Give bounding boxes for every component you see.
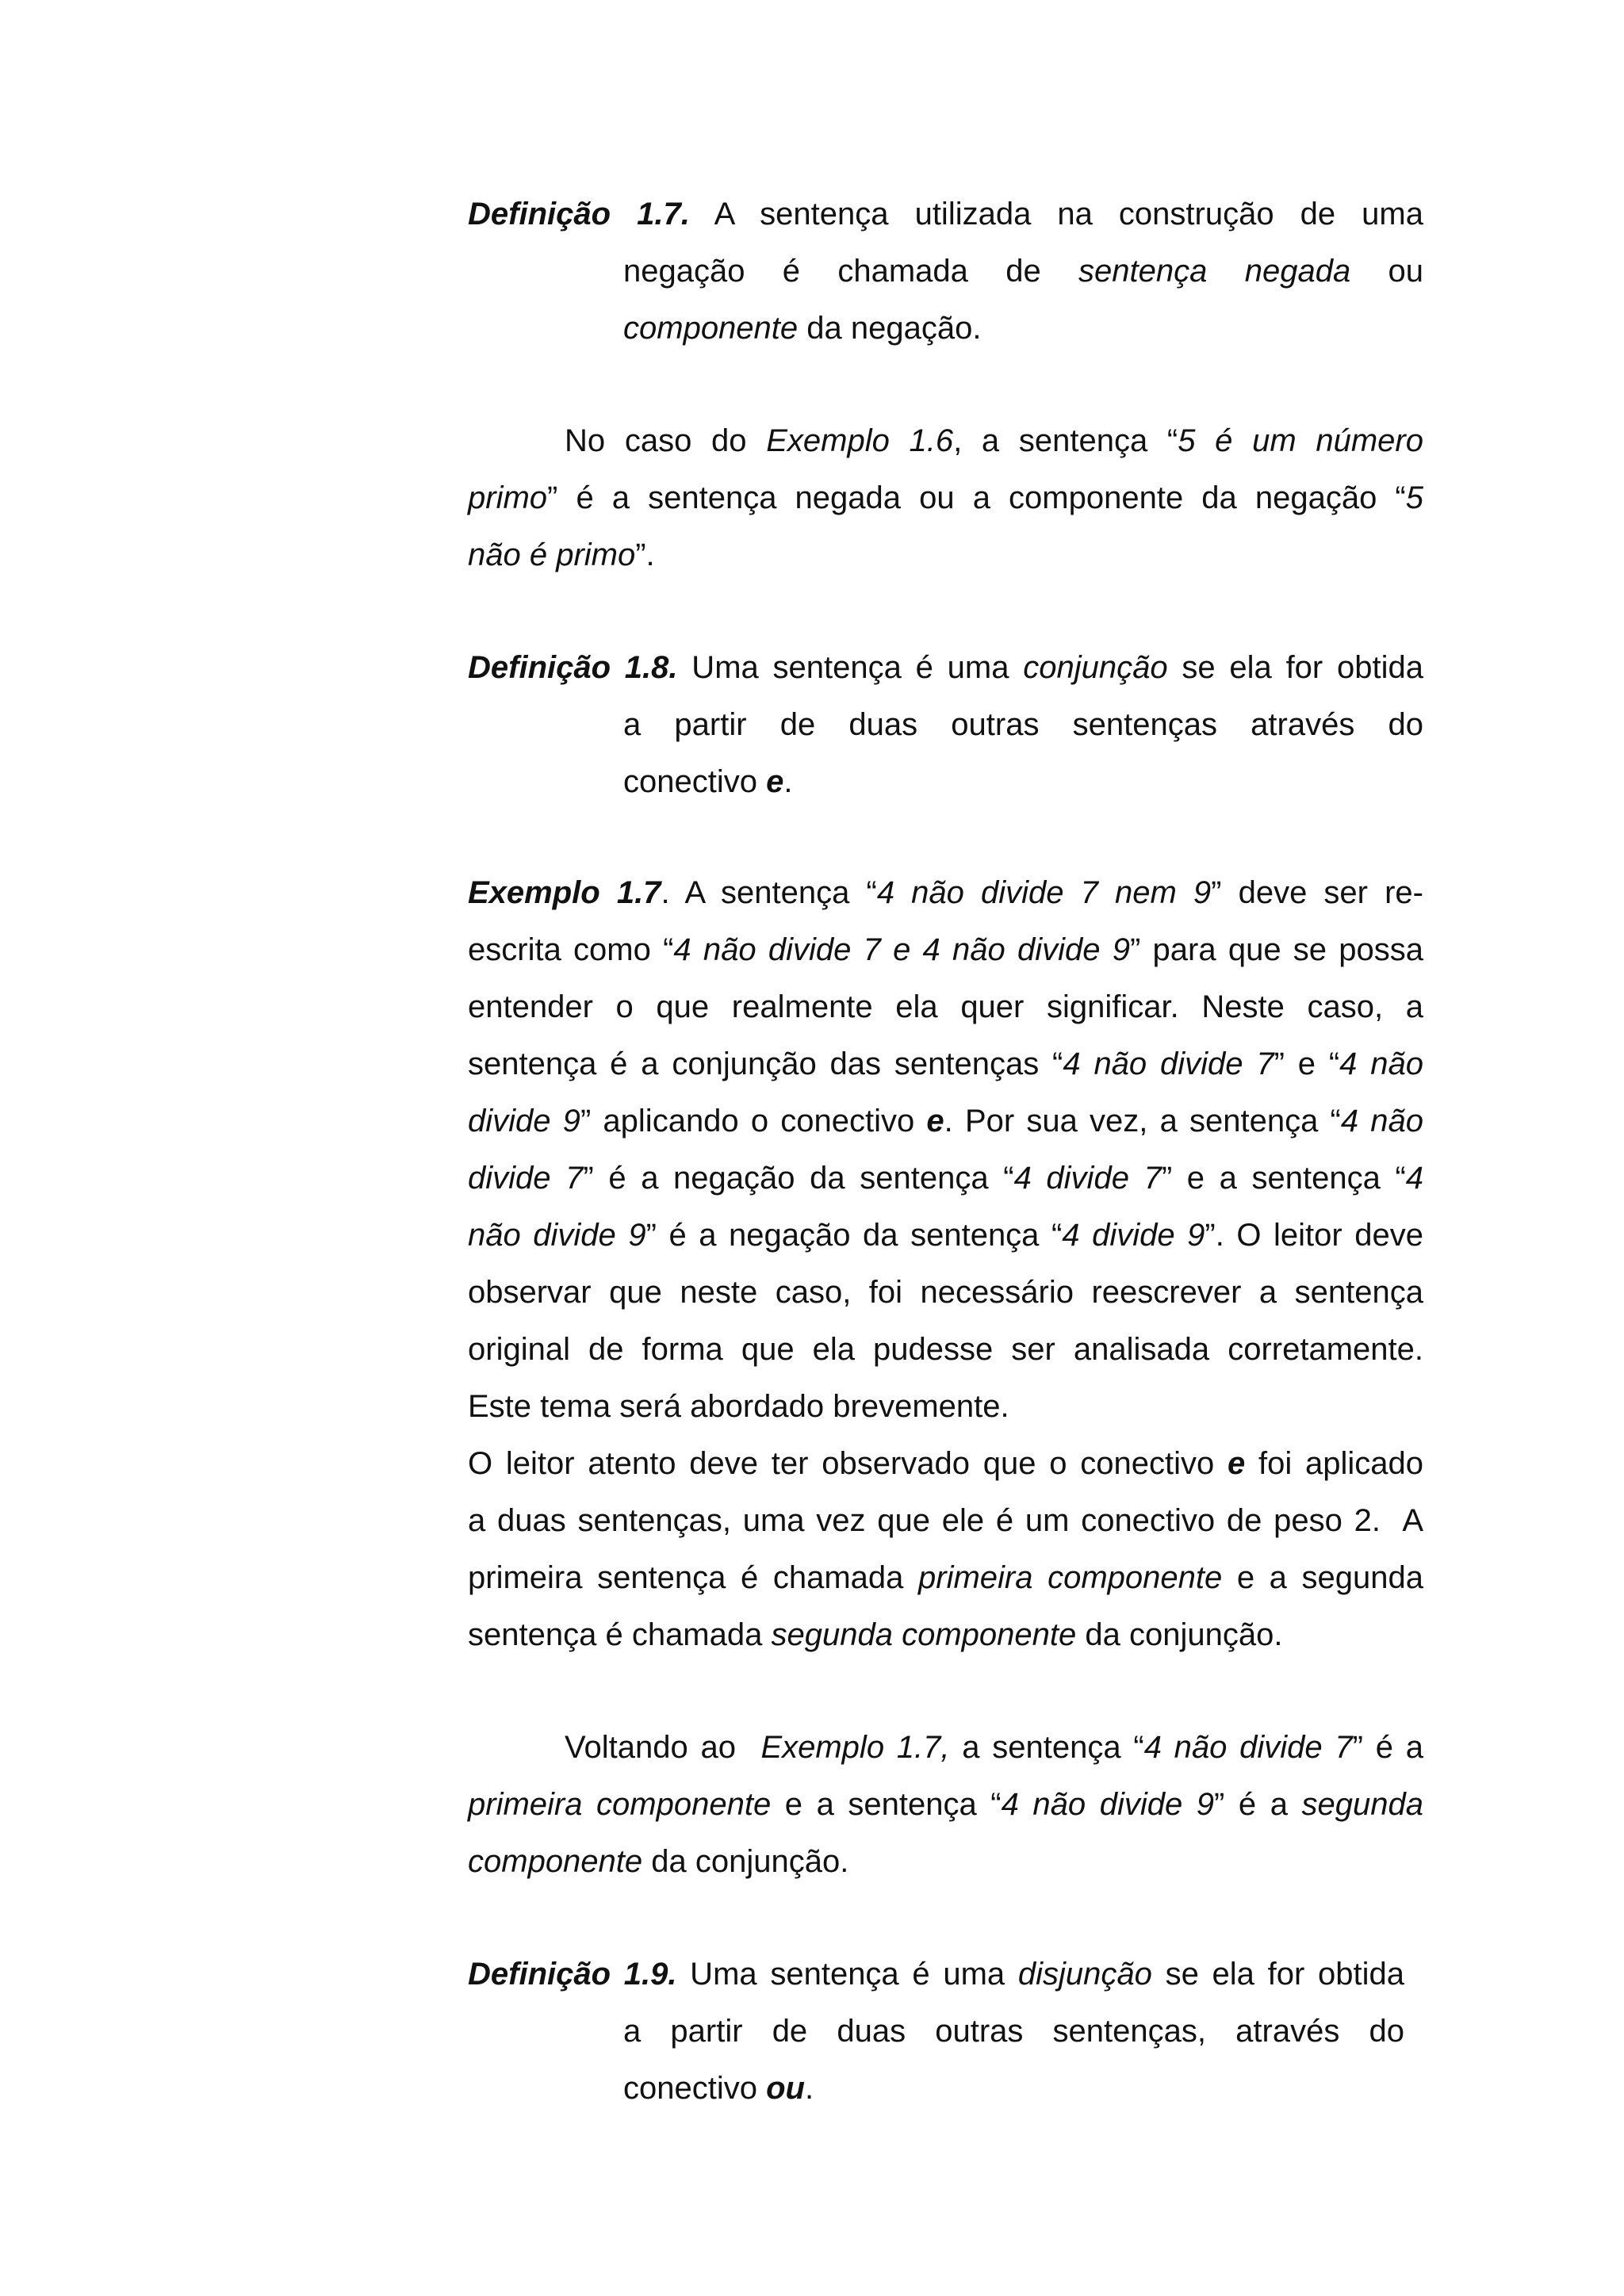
- ex17-line-3: entender o que realmente ela quer significar. Neste caso, a: [468, 989, 1423, 1024]
- def17-label: Definição 1.7.: [468, 197, 690, 232]
- par3-line-2: primeira componente e a sentença “4 não divide 9” é a segunda: [468, 1787, 1424, 1822]
- def18-line-2: a partir de duas outras sentenças através do: [623, 707, 1423, 742]
- def19-line-3: conectivo ou.: [623, 2071, 814, 2106]
- par2-line-4: sentença é chamada segunda componente da conjunção.: [468, 1617, 1283, 1652]
- ex17-line-1: Exemplo 1.7. A sentença “4 não divide 7 nem 9” deve ser re-: [468, 875, 1423, 910]
- par1-line-3: não é primo”.: [468, 538, 655, 572]
- par1-line-2: primo” é a sentença negada ou a componente da negação “5: [468, 480, 1423, 515]
- ex17-line-5: divide 9” aplicando o conectivo e. Por sua vez, a sentença “4 não: [468, 1104, 1423, 1138]
- def18-label: Definição 1.8.: [468, 650, 678, 685]
- def18-line-3: conectivo e.: [623, 764, 793, 799]
- par2-line-1: O leitor atento deve ter observado que o conectivo e foi aplicado: [468, 1446, 1423, 1481]
- ex17-line-10: Este tema será abordado brevemente.: [468, 1389, 1009, 1424]
- ex17-line-4: sentença é a conjunção das sentenças “4 não divide 7” e “4 não: [468, 1047, 1423, 1081]
- ex17-line-2: escrita como “4 não divide 7 e 4 não divide 9” para que se possa: [468, 932, 1424, 967]
- par3-line-1: Voltando ao Exemplo 1.7, a sentença “4 não divide 7” é a: [565, 1730, 1423, 1765]
- def19-line-2: a partir de duas outras sentenças, através do: [623, 2014, 1404, 2049]
- ex17-line-7: não divide 9” é a negação da sentença “4 divide 9”. O leitor deve: [468, 1218, 1424, 1253]
- def17-line-3: componente da negação.: [623, 311, 982, 346]
- par1-line-1: No caso do Exemplo 1.6, a sentença “5 é um número: [565, 423, 1423, 458]
- def18-line-1: Definição 1.8. Uma sentença é uma conjunção se ela for obtida: [468, 650, 1423, 685]
- def17-line-2: negação é chamada de sentença negada ou: [623, 254, 1423, 289]
- def17-line-1: Definição 1.7. A sentença utilizada na construção de uma: [468, 197, 1423, 232]
- par2-line-3: primeira sentença é chamada primeira componente e a segunda: [468, 1560, 1423, 1595]
- ex17-label: Exemplo 1.7: [468, 875, 661, 910]
- ex17-line-9: original de forma que ela pudesse ser analisada corretamente.: [468, 1332, 1423, 1367]
- ex17-line-8: observar que neste caso, foi necessário reescrever a sentença: [468, 1275, 1423, 1310]
- def19-label: Definição 1.9.: [468, 1957, 677, 1992]
- ex17-line-6: divide 7” é a negação da sentença “4 divide 7” e a sentença “4: [468, 1161, 1424, 1196]
- def19-line-1: Definição 1.9. Uma sentença é uma disjunção se ela for obtida: [468, 1957, 1404, 1992]
- par2-line-2: a duas sentenças, uma vez que ele é um conectivo de peso 2. A: [468, 1503, 1423, 1538]
- par3-line-3: componente da conjunção.: [468, 1844, 849, 1879]
